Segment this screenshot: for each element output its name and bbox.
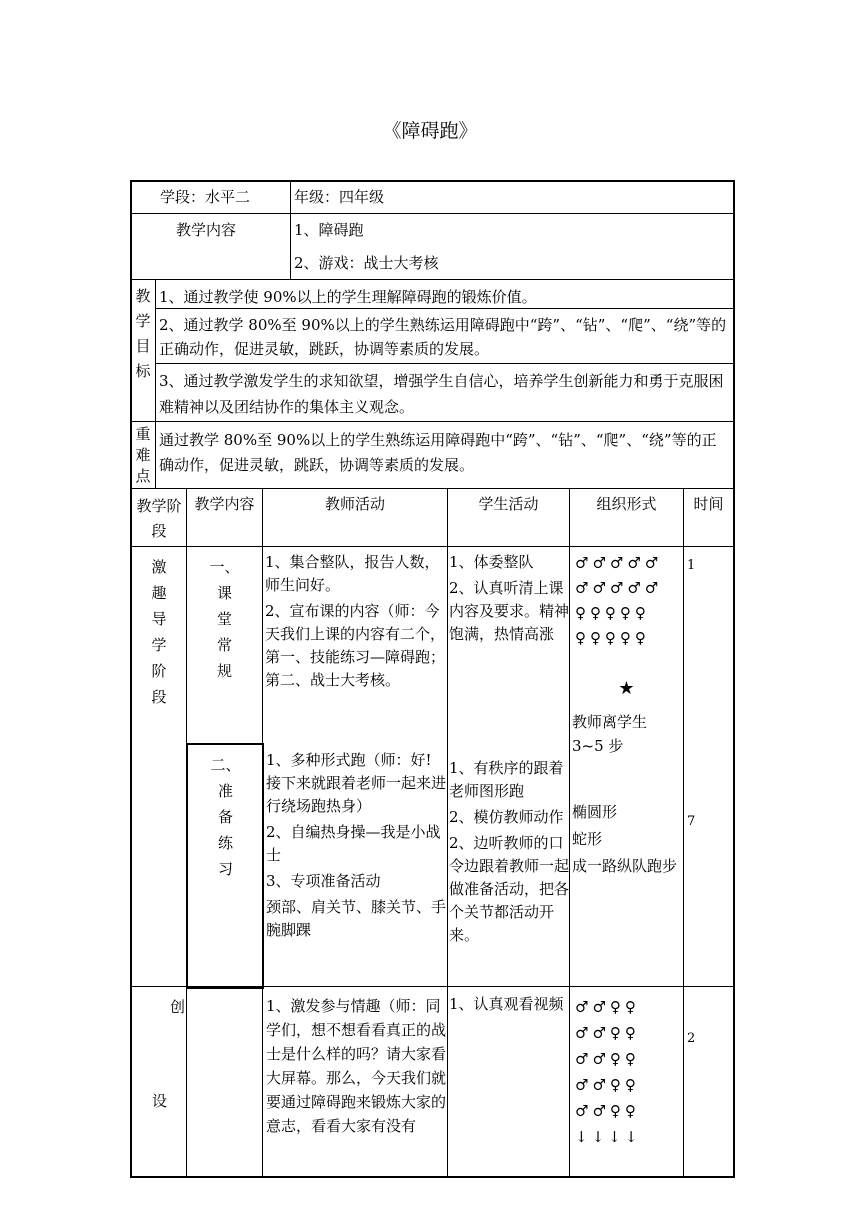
teacher-activity-a: 1、集合整队，报告人数，师生问好。 2、宣布课的内容（师：今天我们上课的内容有二个，第一、技能练习—障碍跑；第二、战士大考核。 — [265, 553, 446, 689]
time-value: 1 — [687, 558, 696, 573]
goal-item: 2、通过教学 80%至 90%以上的学生熟练运用障碍跑中“跨”、“钻”、“爬”、“绕”等的正确动作，促进灵敏，跳跃，协调等素质的发展。 — [159, 316, 727, 358]
teacher-activity-b: 1、多种形式跑（师：好!接下来就跟着老师一起来进行绕场跑热身） 2、自编热身操—我是小战士 3、专项准备活动 颈部、肩关节、膝关节、手腕脚踝 — [266, 751, 447, 939]
content-label: 教学内容 — [176, 221, 237, 239]
goals-label: 教 学 目 标 — [135, 287, 151, 380]
stage-level: 学段：水平二 — [160, 188, 251, 206]
teacher-star-icon: ★ — [618, 678, 635, 699]
col-student: 学生活动 — [478, 495, 539, 513]
content-item: 2、游戏：战士大考核 — [294, 254, 439, 272]
stage-name: 创 — [170, 998, 186, 1016]
col-content: 教学内容 — [194, 495, 255, 513]
teacher-activity-c: 1、激发参与情趣（师：同学们，想不想看看真正的战士是什么样的吗？请大家看大屏幕。那么，今天我们就要通过障碍跑来锻炼大家的意志，看看大家有没有 — [266, 997, 447, 1135]
stage-name: 设 — [152, 1092, 168, 1110]
formation-diagram: ♂♂♂♂♂ ♂♂♂♂♂ ♀♀♀♀♀ ♀♀♀♀♀ — [575, 554, 663, 647]
formation-diagram: ♂♂♀♀ ♂♂♀♀ ♂♂♀♀ ♂♂♀♀ ♂♂♀♀ ↓↓↓↓ — [575, 998, 642, 1146]
content-warmup: 二、 准 备 练 习 — [210, 756, 241, 878]
student-activity-c: 1、认真观看视频 — [449, 995, 564, 1013]
time-value: 2 — [687, 1031, 696, 1046]
key-label: 重 难 点 — [135, 425, 151, 485]
page-title: 《障碍跑》 — [382, 120, 478, 142]
grade-level: 年级：四年级 — [294, 188, 385, 206]
stage-name: 激 趣 导 学 阶 段 — [151, 558, 167, 706]
col-stage: 教学阶段 — [136, 497, 182, 540]
col-org: 组织形式 — [596, 495, 657, 513]
col-teacher: 教师活动 — [324, 495, 385, 513]
key-text: 通过教学 80%至 90%以上的学生熟练运用障碍跑中“跨”、“钻”、“爬”、“绕”等的正确动作，促进灵敏，跳跃，协调等素质的发展。 — [159, 431, 717, 474]
goal-item: 3、通过教学激发学生的求知欲望，增强学生自信心，培养学生创新能力和勇于克服困难精神以及团结协作的集体主义观念。 — [159, 372, 724, 416]
col-time: 时间 — [693, 495, 724, 513]
org-text-b: 椭圆形 蛇形 成一路纵队跑步 — [572, 803, 678, 875]
content-routine: 一、 课 堂 常 规 — [209, 558, 240, 680]
time-value: 7 — [687, 814, 696, 829]
org-text-a: 教师离学生 3~5 步 — [572, 713, 648, 755]
goal-item: 1、通过教学使 90%以上的学生理解障碍跑的锻炼价值。 — [159, 288, 537, 306]
student-activity-a: 1、体委整队 2、认真听清上课内容及要求。精神饱满，热情高涨 — [449, 553, 570, 643]
content-item: 1、障碍跑 — [294, 221, 364, 239]
student-activity-b: 1、有秩序的跟着老师图形跑 2、模仿教师动作 2、边听教师的口令边跟着教师一起做准备活动，把各个关节都活动开来。 — [449, 759, 570, 944]
